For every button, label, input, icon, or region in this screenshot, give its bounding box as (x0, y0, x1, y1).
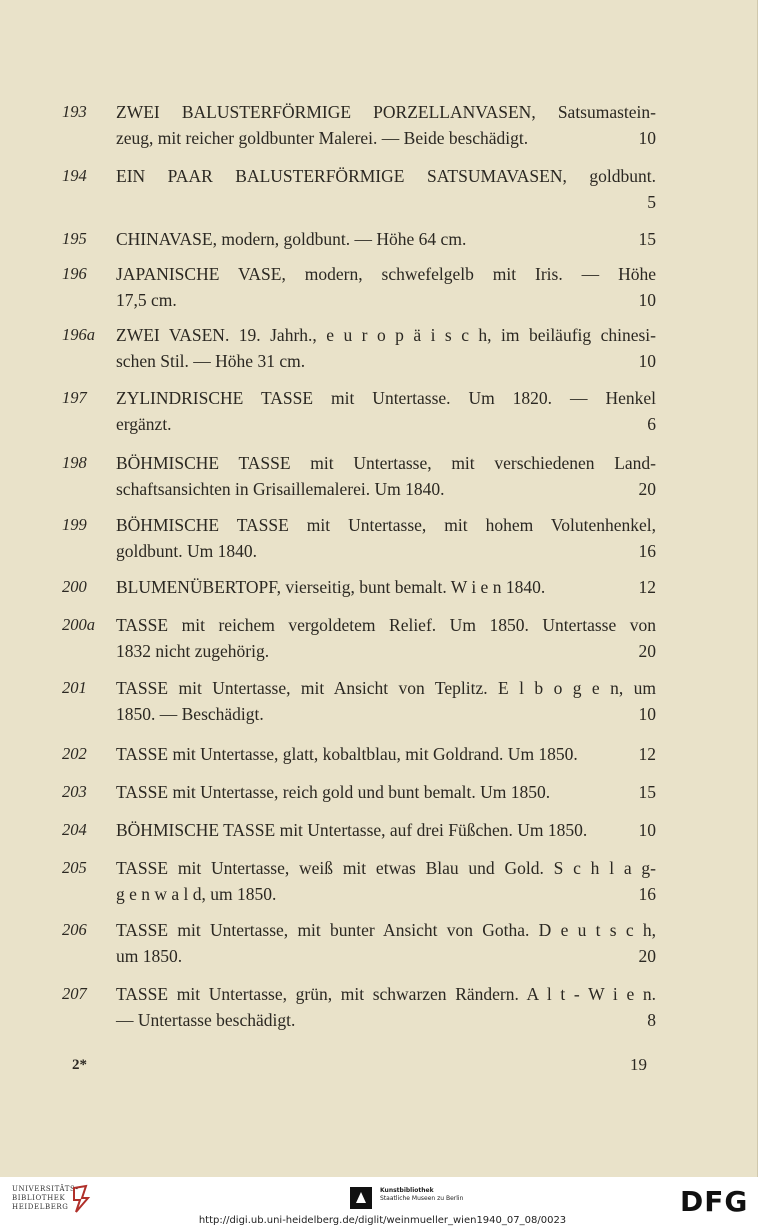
lot-number: 197 (62, 388, 87, 407)
lot-number: 201 (62, 678, 87, 697)
lot-number: 194 (62, 166, 87, 185)
lot-entry (62, 741, 656, 767)
lot-text-line (62, 348, 656, 374)
lot-text-line (62, 163, 656, 189)
lot-text: 1832 nicht zugehörig. (116, 641, 270, 661)
lot-entry (62, 261, 656, 313)
lot-number: 199 (62, 515, 87, 534)
lot-text-line (62, 574, 656, 600)
lot-text: ZYLINDRISCHE TASSE mit Untertasse. Um 1820. — Henkel (116, 388, 656, 408)
page-number: 19 (630, 1055, 647, 1074)
lot-text-line (62, 261, 656, 287)
lot-price: 10 (638, 290, 656, 310)
lot-number: 193 (62, 102, 87, 121)
lot-text-line (62, 385, 656, 411)
lot-text-line (62, 701, 656, 727)
lot-text: BÖHMISCHE TASSE mit Untertasse, mit hohem Volutenhenkel, (116, 515, 656, 535)
lot-text: 1850. — Beschädigt. (116, 704, 264, 724)
dfg-logo: DFG (680, 1185, 749, 1218)
lot-text-line (62, 125, 656, 151)
lot-text: TASSE mit Untertasse, mit bunter Ansicht von Gotha. D e u t s c h, (116, 920, 656, 940)
lot-text-line (62, 779, 656, 805)
lot-text-line (62, 1007, 656, 1033)
lot-text: JAPANISCHE VASE, modern, schwefelgelb mit Iris. — Höhe (116, 264, 656, 284)
lot-text: ergänzt. (116, 414, 172, 434)
kunstbibliothek-label (380, 1187, 463, 1203)
lot-price: 12 (638, 744, 656, 764)
footer-bar (0, 1177, 765, 1231)
lot-entry (62, 226, 656, 252)
ub-logo-icon (70, 1184, 92, 1214)
lot-entry (62, 322, 656, 374)
lot-number: 200 (62, 577, 87, 596)
lot-entry (62, 779, 656, 805)
lot-text-line (62, 917, 656, 943)
lot-number: 198 (62, 453, 87, 472)
signature-mark: 2* (72, 1057, 87, 1073)
ub-line-2: BIBLIOTHEK (12, 1194, 66, 1202)
lot-text-line (62, 99, 656, 125)
lot-price: 20 (638, 641, 656, 661)
source-url[interactable]: http://digi.ub.uni-heidelberg.de/diglit/weinmueller_wien1940_07_08/0023 (198, 1215, 567, 1226)
lot-price: 16 (638, 884, 656, 904)
lot-text-line (62, 189, 656, 215)
lot-text: g e n w a l d, um 1850. (116, 884, 277, 904)
lot-text: um 1850. (116, 946, 183, 966)
lot-price: 12 (638, 577, 656, 597)
lot-entry (62, 163, 656, 215)
lot-entry (62, 675, 656, 727)
lot-text: TASSE mit reichem vergoldetem Relief. Um 1850. Untertasse von (116, 615, 656, 635)
lot-text: zeug, mit reicher goldbunter Malerei. — Beide beschädigt. (116, 128, 529, 148)
lot-text-line (62, 476, 656, 502)
lot-entry (62, 817, 656, 843)
lot-text: ZWEI BALUSTERFÖRMIGE PORZELLANVASEN, Satsumastein- (116, 102, 656, 122)
lot-entry (62, 917, 656, 969)
lot-price: 20 (638, 479, 656, 499)
lot-text: TASSE mit Untertasse, mit Ansicht von Teplitz. E l b o g e n, um (116, 678, 656, 698)
lot-entry (62, 855, 656, 907)
lot-entry (62, 612, 656, 664)
lot-text: TASSE mit Untertasse, weiß mit etwas Blau und Gold. S c h l a g- (116, 858, 656, 878)
kb-subtitle: Staatliche Museen zu Berlin (380, 1195, 464, 1202)
lot-text: schaftsansichten in Grisaillemalerei. Um 1840. (116, 479, 445, 499)
lot-price: 10 (638, 128, 656, 148)
lot-price: 6 (647, 414, 656, 434)
lot-text-line (62, 855, 656, 881)
lot-price: 15 (638, 229, 656, 249)
lot-text: 17,5 cm. (116, 290, 177, 310)
lot-text: TASSE mit Untertasse, grün, mit schwarzen Rändern. A l t - W i e n. (116, 984, 656, 1004)
lot-price: 10 (638, 820, 656, 840)
lot-text: goldbunt. Um 1840. (116, 541, 257, 561)
lot-number: 206 (62, 920, 87, 939)
lot-text-line (62, 226, 656, 252)
kunstbibliothek-logo-icon (350, 1187, 372, 1209)
lot-entry (62, 385, 656, 437)
lot-text: BÖHMISCHE TASSE mit Untertasse, mit verschiedenen Land- (116, 453, 656, 473)
lot-text-line (62, 881, 656, 907)
lot-text: ZWEI VASEN. 19. Jahrh., e u r o p ä i s c h, im beiläufig chinesi- (116, 325, 656, 345)
lot-number: 196 (62, 264, 87, 283)
lot-text-line (62, 322, 656, 348)
lot-text: — Untertasse beschädigt. (116, 1010, 296, 1030)
ub-heidelberg-label (12, 1185, 79, 1212)
lot-number: 203 (62, 782, 87, 801)
lot-number: 207 (62, 984, 87, 1003)
lot-price: 8 (647, 1010, 656, 1030)
lot-entry (62, 99, 656, 151)
lot-text: TASSE mit Untertasse, glatt, kobaltblau, mit Goldrand. Um 1850. (116, 744, 578, 764)
lot-text-line (62, 981, 656, 1007)
lot-text-line (62, 741, 656, 767)
ub-line-3: HEIDELBERG (12, 1203, 69, 1211)
lot-number: 204 (62, 820, 87, 839)
lot-number: 195 (62, 229, 87, 248)
lot-text-line (62, 538, 656, 564)
lot-entry (62, 574, 656, 600)
lot-price: 5 (647, 192, 656, 212)
lot-text-line (62, 287, 656, 313)
lot-text-line (62, 675, 656, 701)
kb-title: Kunstbibliothek (380, 1187, 434, 1194)
lot-price: 16 (638, 541, 656, 561)
lot-text: BLUMENÜBERTOPF, vierseitig, bunt bemalt. W i e n 1840. (116, 577, 546, 597)
lot-text-line (62, 612, 656, 638)
lot-entry (62, 981, 656, 1033)
lot-number: 196a (62, 325, 95, 344)
lot-price: 10 (638, 351, 656, 371)
lot-text-line (62, 411, 656, 437)
lot-text: EIN PAAR BALUSTERFÖRMIGE SATSUMAVASEN, goldbunt. (116, 166, 656, 186)
lot-entry (62, 512, 656, 564)
lot-text-line (62, 943, 656, 969)
lot-number: 200a (62, 615, 95, 634)
lot-number: 205 (62, 858, 87, 877)
lot-text-line (62, 512, 656, 538)
lot-entry (62, 450, 656, 502)
lot-text: TASSE mit Untertasse, reich gold und bunt bemalt. Um 1850. (116, 782, 551, 802)
lot-text: CHINAVASE, modern, goldbunt. — Höhe 64 cm. (116, 229, 467, 249)
lot-price: 10 (638, 704, 656, 724)
lot-price: 20 (638, 946, 656, 966)
lot-text: BÖHMISCHE TASSE mit Untertasse, auf drei Füßchen. Um 1850. (116, 820, 588, 840)
lot-text: schen Stil. — Höhe 31 cm. (116, 351, 306, 371)
ub-line-1: UNIVERSITÄTS- (12, 1185, 79, 1193)
lot-number: 202 (62, 744, 87, 763)
lot-text-line (62, 817, 656, 843)
lot-text-line (62, 638, 656, 664)
lot-text-line (62, 450, 656, 476)
lot-price: 15 (638, 782, 656, 802)
